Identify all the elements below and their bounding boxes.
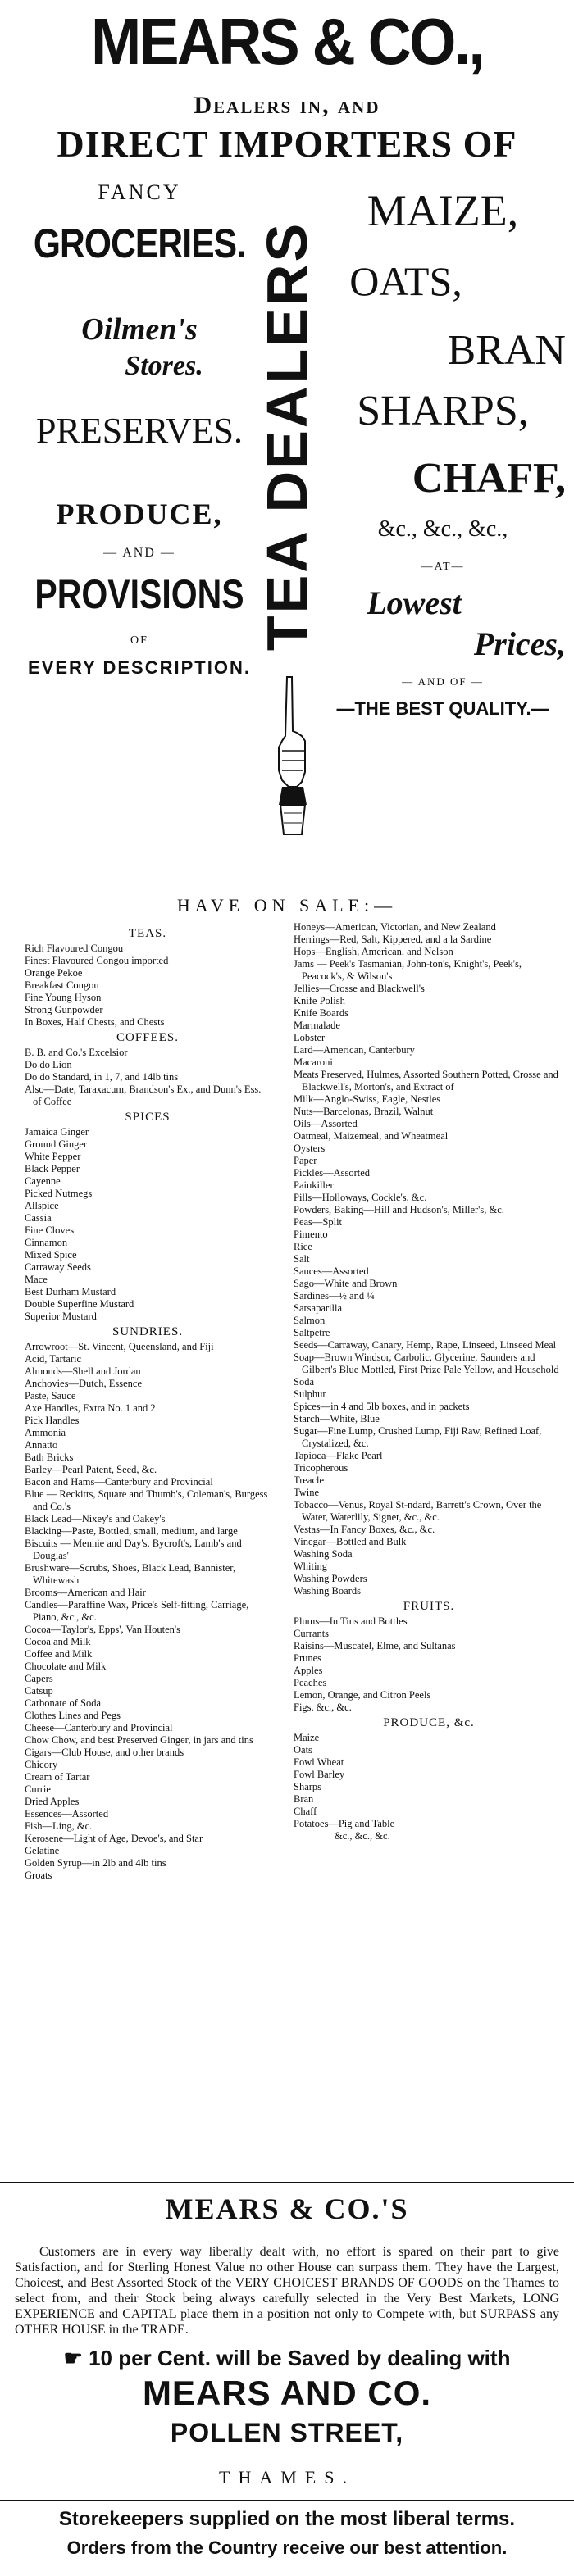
savings-line	[0, 2346, 574, 2371]
list-item: Do do Lion	[25, 1059, 72, 1070]
tea-dealers-text: TEA DEALERS	[255, 220, 319, 652]
list-item: Potatoes—Pig and Table	[294, 1818, 395, 1829]
list-item: Rice	[294, 1241, 312, 1252]
left-product-list	[25, 925, 271, 1882]
mears-and-co-heading: MEARS AND CO.	[142, 2374, 432, 2412]
list-item: Oysters	[294, 1143, 326, 1154]
sundries-heading: SUNDRIES.	[112, 1325, 184, 1338]
list-item: Marmalade	[294, 1020, 340, 1031]
list-item: Superior Mustard	[25, 1311, 97, 1322]
list-item: Soap—Brown Windsor, Carbolic, Glycerine, Saunders and Gilbert's Blue Mottled, First Prize Pale Yellow, and Household	[294, 1352, 559, 1375]
list-item: Mace	[25, 1274, 48, 1285]
right-product-list	[294, 921, 564, 1842]
dealers-in-line: Dealers in, and	[194, 92, 380, 119]
list-item: Ammonia	[25, 1427, 66, 1438]
provisions-label: PROVISIONS	[34, 571, 244, 617]
list-item: Bath Bricks	[25, 1452, 74, 1463]
prices-label: Prices,	[473, 625, 566, 662]
list-item: Treacle	[294, 1474, 325, 1486]
teas-heading: TEAS.	[128, 927, 167, 940]
chaff-label: CHAFF,	[412, 455, 566, 502]
footer-paragraph: Customers are in every way liberally dealt with, no effort is spared on their part to give Satisfaction, and for Sterling Honest Value no other House can surpass them. They have the Largest, Choicest, and Best Assorted Stock of the VERY CHOICEST BRANDS OF GOODS on the Thames to select from, and their Stock being always carefully selected in the Very Best Markets, LONG EXPERIENCE and CAPITAL place them in a position not only to Compete with, but SURPASS any OTHER HOUSE in the TRADE.	[15, 2245, 559, 2337]
list-item: Breakfast Congou	[25, 979, 99, 991]
list-item: Oatmeal, Maizemeal, and Wheatmeal	[294, 1130, 449, 1142]
footer-rule	[0, 2500, 574, 2501]
orders-line: Orders from the Country receive our best attention.	[66, 2537, 508, 2558]
list-item: Spices—in 4 and 5lb boxes, and in packets	[294, 1401, 470, 1412]
list-item: Cocoa—Taylor's, Epps', Van Houten's	[25, 1624, 181, 1635]
list-item: Barley—Pearl Patent, Seed, &c.	[25, 1464, 157, 1475]
list-item: Washing Soda	[294, 1548, 353, 1560]
list-item: Meats Preserved, Hulmes, Assorted Southern Potted, Crosse and Blackwell's, Morton's, and Extract of	[294, 1069, 558, 1093]
list-item: Washing Powders	[294, 1573, 367, 1584]
list-item: Vestas—In Fancy Boxes, &c., &c.	[294, 1524, 435, 1535]
list-item: Clothes Lines and Pegs	[25, 1710, 121, 1721]
list-item: Best Durham Mustard	[25, 1286, 116, 1297]
list-item: Cigars—Club House, and other brands	[25, 1747, 184, 1758]
list-item: Tobacco—Venus, Royal St-ndard, Barrett's Crown, Over the Water, Waterlily, Signet, &c., &c.	[294, 1499, 542, 1523]
list-item: Peaches	[294, 1677, 327, 1688]
etc-label: &c., &c., &c.,	[377, 516, 508, 542]
town-heading: THAMES.	[219, 2467, 355, 2487]
list-item: Mixed Spice	[25, 1249, 77, 1261]
list-item: Jams — Peek's Tasmanian, John-ton's, Knight's, Peek's, Peacock's, & Wilson's	[294, 958, 522, 982]
list-item: Sulphur	[294, 1388, 326, 1400]
list-item: Cheese—Canterbury and Provincial	[25, 1722, 173, 1733]
list-item: Pick Handles	[25, 1415, 80, 1426]
list-item: Blacking—Paste, Bottled, small, medium, and large	[25, 1525, 238, 1537]
list-item: Tapioca—Flake Pearl	[294, 1450, 383, 1461]
list-item: Pills—Holloways, Cockle's, &c.	[294, 1192, 427, 1203]
list-item: In Boxes, Half Chests, and Chests	[25, 1016, 165, 1028]
list-item: Paste, Sauce	[25, 1390, 76, 1402]
list-item: Brooms—American and Hair	[25, 1587, 146, 1598]
list-item: Chicory	[25, 1759, 58, 1770]
have-on-sale-heading: HAVE ON SALE:—	[176, 895, 398, 915]
best-quality-label: —THE BEST QUALITY.—	[336, 698, 549, 719]
list-item: Allspice	[25, 1200, 59, 1211]
list-item: Jellies—Crosse and Blackwell's	[294, 983, 425, 994]
list-item: Raisins—Muscatel, Elme, and Sultanas	[294, 1640, 456, 1651]
list-item: Washing Boards	[294, 1585, 361, 1597]
fruits-heading: FRUITS.	[403, 1600, 455, 1613]
list-item: Anchovies—Dutch, Essence	[25, 1378, 143, 1389]
list-item: Groats	[25, 1870, 52, 1881]
bran-label: BRAN	[447, 327, 566, 374]
list-item: Essences—Assorted	[25, 1808, 109, 1820]
list-item: Cocoa and Milk	[25, 1636, 91, 1647]
list-item: Cream of Tartar	[25, 1771, 90, 1783]
list-item: Chocolate and Milk	[25, 1661, 107, 1672]
list-item: Saltpetre	[294, 1327, 330, 1338]
list-item: Herrings—Red, Salt, Kippered, and a la Sardine	[294, 934, 492, 945]
list-item: Lard—American, Canterbury	[294, 1044, 415, 1056]
section-rule	[0, 2182, 574, 2183]
list-item: Carbonate of Soda	[25, 1697, 102, 1709]
oilmens-label: Oilmen's	[81, 312, 198, 347]
list-item: Oats	[294, 1744, 312, 1756]
of-label: OF	[130, 634, 148, 647]
produce-etc-line: &c., &c., &c.	[335, 1830, 390, 1842]
list-item: Nuts—Barcelonas, Brazil, Walnut	[294, 1106, 434, 1117]
list-item: Lobster	[294, 1032, 326, 1043]
list-item: White Pepper	[25, 1151, 81, 1162]
list-item: Fish—Ling, &c.	[25, 1820, 93, 1832]
list-item: Salmon	[294, 1315, 326, 1326]
list-item: Chaff	[294, 1806, 317, 1817]
list-item: Axe Handles, Extra No. 1 and 2	[25, 1402, 156, 1414]
list-item: Seeds—Carraway, Canary, Hemp, Rape, Linseed, Linseed Meal	[294, 1339, 557, 1351]
importers-heading: DIRECT IMPORTERS OF	[57, 123, 517, 165]
list-item: Sago—White and Brown	[294, 1278, 398, 1289]
list-item: Starch—White, Blue	[294, 1413, 380, 1424]
list-item: Golden Syrup—in 2lb and 4lb tins	[25, 1857, 166, 1869]
list-item: Currants	[294, 1628, 330, 1639]
list-item: Strong Gunpowder	[25, 1004, 103, 1015]
list-item: Bacon and Hams—Canterbury and Provincial	[25, 1476, 213, 1488]
list-item: Soda	[294, 1376, 314, 1388]
maize-label: MAIZE,	[367, 186, 519, 235]
and-divider: — AND —	[103, 546, 175, 560]
list-item: Brushware—Scrubs, Shoes, Black Lead, Bannister, Whitewash	[25, 1562, 236, 1586]
list-item: Painkiller	[294, 1179, 334, 1191]
list-item: Powders, Baking—Hill and Hudson's, Miller's, &c.	[294, 1204, 504, 1215]
list-item: Cassia	[25, 1212, 52, 1224]
list-item: Twine	[294, 1487, 320, 1498]
stores-label: Stores.	[125, 351, 203, 381]
list-item: Hops—English, American, and Nelson	[294, 946, 453, 957]
list-item: Whiting	[294, 1561, 327, 1572]
list-item: Sugar—Fine Lump, Crushed Lump, Fiji Raw, Refined Loaf, Crystalized, &c.	[294, 1425, 542, 1449]
list-item: Sauces—Assorted	[294, 1265, 369, 1277]
pointing-hand-icon	[269, 674, 317, 838]
list-item: Knife Polish	[294, 995, 345, 1006]
list-item: Maize	[294, 1732, 320, 1743]
list-item: Tricopherous	[294, 1462, 348, 1474]
list-item: Salt	[294, 1253, 310, 1265]
list-item: Annatto	[25, 1439, 58, 1451]
list-item: Almonds—Shell and Jordan	[25, 1365, 141, 1377]
list-item: Capers	[25, 1673, 53, 1684]
lowest-label: Lowest	[367, 584, 462, 621]
list-item: Bran	[294, 1793, 314, 1805]
list-item: Dried Apples	[25, 1796, 80, 1807]
fancy-label: FANCY	[98, 180, 181, 204]
list-item: Do do Standard, in 1, 7, and 14lb tins	[25, 1071, 179, 1083]
list-item: Apples	[294, 1665, 323, 1676]
list-item: Orange Pekoe	[25, 967, 83, 979]
list-item: Vinegar—Bottled and Bulk	[294, 1536, 407, 1547]
list-item: Peas—Split	[294, 1216, 343, 1228]
and-of-divider: — AND OF —	[402, 675, 484, 688]
list-item: Rich Flavoured Congou	[25, 943, 124, 954]
list-item: Fine Young Hyson	[25, 992, 102, 1003]
list-item: Currie	[25, 1783, 51, 1795]
groceries-label: GROCERIES.	[33, 220, 246, 266]
produce-heading: PRODUCE, &c.	[383, 1716, 475, 1729]
list-item: Plums—In Tins and Bottles	[294, 1615, 408, 1627]
list-item: Double Superfine Mustard	[25, 1298, 134, 1310]
list-item: Candles—Paraffine Wax, Price's Self-fitting, Carriage, Piano, &c., &c.	[25, 1599, 249, 1623]
feature-columns	[0, 166, 574, 846]
brand-title: MEARS & CO.,	[90, 5, 484, 78]
savings-text: 10 per Cent. will be Saved by dealing with	[89, 2346, 511, 2370]
list-item: Arrowroot—St. Vincent, Queensland, and Fiji	[25, 1341, 214, 1352]
storekeepers-line: Storekeepers supplied on the most liberal terms.	[58, 2508, 516, 2530]
at-divider: —AT—	[421, 561, 465, 573]
list-item: Biscuits — Mennie and Day's, Bycroft's, Lamb's and Douglas'	[25, 1538, 242, 1561]
list-item: Acid, Tartaric	[25, 1353, 82, 1365]
list-item: Catsup	[25, 1685, 53, 1697]
pointing-hand-icon: ☛	[63, 2346, 89, 2370]
list-item: Fowl Barley	[294, 1769, 345, 1780]
list-item: Chow Chow, and best Preserved Ginger, in jars and tins	[25, 1734, 253, 1746]
street-heading: POLLEN STREET,	[170, 2418, 404, 2447]
list-item: Picked Nutmegs	[25, 1188, 93, 1199]
list-item: Milk—Anglo-Swiss, Eagle, Nestles	[294, 1093, 441, 1105]
list-item: Sarsaparilla	[294, 1302, 343, 1314]
list-item: Jamaica Ginger	[25, 1126, 89, 1138]
list-item: Figs, &c., &c.	[294, 1701, 352, 1713]
list-item: Paper	[294, 1155, 317, 1166]
list-item: Ground Ginger	[25, 1138, 88, 1150]
oats-label: OATS,	[349, 258, 462, 304]
footer-title: MEARS & CO.'S	[165, 2192, 409, 2225]
list-item: Carraway Seeds	[25, 1261, 91, 1273]
list-item: Prunes	[294, 1652, 322, 1664]
list-item: Finest Flavoured Congou imported	[25, 955, 169, 966]
list-item: Kerosene—Light of Age, Devoe's, and Star	[25, 1833, 203, 1844]
spices-heading: SPICES	[125, 1111, 171, 1124]
list-item: Coffee and Milk	[25, 1648, 93, 1660]
list-item: Honeys—American, Victorian, and New Zealand	[294, 921, 496, 933]
sharps-label: SHARPS,	[357, 388, 529, 434]
list-item: Lemon, Orange, and Citron Peels	[294, 1689, 431, 1701]
list-item: Pimento	[294, 1229, 328, 1240]
coffees-heading: COFFEES.	[116, 1031, 179, 1044]
list-item: Cayenne	[25, 1175, 61, 1187]
list-item: B. B. and Co.'s Excelsior	[25, 1047, 128, 1058]
list-item: Gelatine	[25, 1845, 60, 1856]
list-item: Fine Cloves	[25, 1224, 75, 1236]
list-item: Black Pepper	[25, 1163, 80, 1174]
produce-label: PRODUCE,	[56, 497, 223, 530]
every-description-label: EVERY DESCRIPTION.	[28, 657, 251, 678]
list-item: Black Lead—Nixey's and Oakey's	[25, 1513, 166, 1524]
list-item: Cinnamon	[25, 1237, 68, 1248]
list-item: Macaroni	[294, 1056, 333, 1068]
list-item: Knife Boards	[294, 1007, 348, 1019]
list-item: Sardines—½ and ¼	[294, 1290, 375, 1302]
list-item: Oils—Assorted	[294, 1118, 358, 1129]
list-item: Pickles—Assorted	[294, 1167, 371, 1179]
preserves-label: PRESERVES.	[36, 411, 243, 451]
list-item: Also—Date, Taraxacum, Brandson's Ex., and Dunn's Ess. of Coffee	[25, 1084, 262, 1107]
list-item: Sharps	[294, 1781, 322, 1792]
list-item: Fowl Wheat	[294, 1756, 344, 1768]
list-item: Blue — Reckitts, Square and Thumb's, Coleman's, Burgess and Co.'s	[25, 1488, 268, 1512]
